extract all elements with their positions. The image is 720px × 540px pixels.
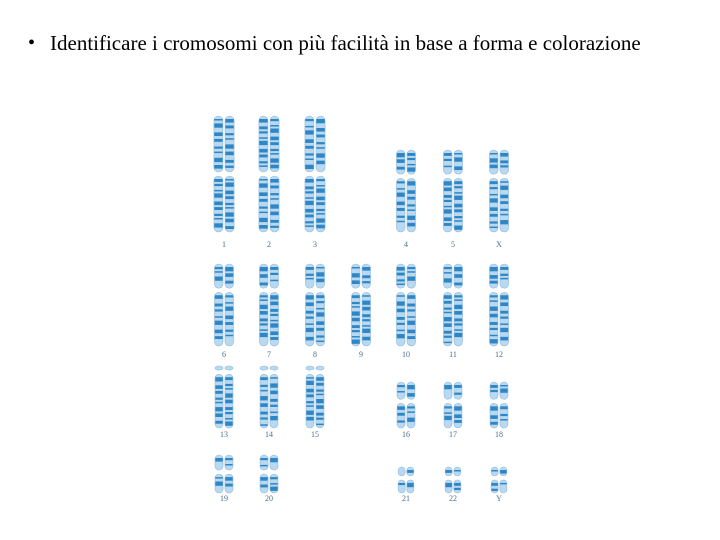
chromosome-9 xyxy=(351,264,370,346)
chromosome-7 xyxy=(259,264,278,346)
chromosome-label: 4 xyxy=(404,240,408,249)
chromosome-label: 15 xyxy=(311,430,319,439)
chromosome-8 xyxy=(305,264,324,346)
chromosome-label: 9 xyxy=(359,350,363,359)
bullet-dot-icon: • xyxy=(28,32,36,54)
bullet-text: Identificare i cromosomi con più facilità in base a forma e colorazione xyxy=(50,31,641,55)
bullet-block xyxy=(28,28,650,58)
chromosome-21 xyxy=(398,467,414,493)
karyotype-figure xyxy=(195,110,535,510)
chromosome-label: 17 xyxy=(449,430,457,439)
chromosome-label: 7 xyxy=(267,350,271,359)
chromosome-label: 8 xyxy=(313,350,317,359)
chromosome-22 xyxy=(445,467,461,493)
chromosome-11 xyxy=(443,264,462,346)
chromosome-label: 16 xyxy=(402,430,410,439)
chromosome-10 xyxy=(396,264,415,346)
chromosome-6 xyxy=(214,264,233,346)
chromosome-12 xyxy=(489,264,508,346)
chromosome-15 xyxy=(306,366,324,428)
karyotype-svg xyxy=(195,110,535,510)
chromosome-y xyxy=(491,467,507,493)
chromosome-18 xyxy=(490,382,508,428)
chromosome-label: Y xyxy=(496,494,502,503)
chromosome-label: 6 xyxy=(222,350,226,359)
chromosome-label: 5 xyxy=(451,240,455,249)
chromosome-x xyxy=(489,150,508,232)
chromosome-3 xyxy=(305,116,325,232)
chromosome-17 xyxy=(444,382,462,428)
chromosome-label: 14 xyxy=(265,430,273,439)
chromosome-16 xyxy=(397,382,415,428)
chromosome-label: 12 xyxy=(495,350,503,359)
chromosome-label: 2 xyxy=(267,240,271,249)
chromosome-label: 1 xyxy=(222,240,226,249)
chromosome-label: X xyxy=(496,240,502,249)
chromosome-label: 11 xyxy=(449,350,457,359)
chromosome-label: 22 xyxy=(449,494,457,503)
chromosome-19 xyxy=(215,455,233,493)
chromosome-5 xyxy=(443,150,462,232)
chromosome-label: 20 xyxy=(265,494,273,503)
bullet-item xyxy=(28,28,650,58)
chromosome-14 xyxy=(260,366,278,428)
chromosome-label: 13 xyxy=(220,430,228,439)
chromosome-label: 21 xyxy=(402,494,410,503)
chromosome-2 xyxy=(259,116,279,232)
chromosome-13 xyxy=(215,366,233,428)
chromosome-1 xyxy=(214,116,234,232)
chromosome-20 xyxy=(260,455,278,493)
chromosome-label: 19 xyxy=(220,494,228,503)
chromosome-label: 3 xyxy=(313,240,317,249)
chromosome-label: 10 xyxy=(402,350,410,359)
chromosome-4 xyxy=(396,150,415,232)
chromosome-label: 18 xyxy=(495,430,503,439)
